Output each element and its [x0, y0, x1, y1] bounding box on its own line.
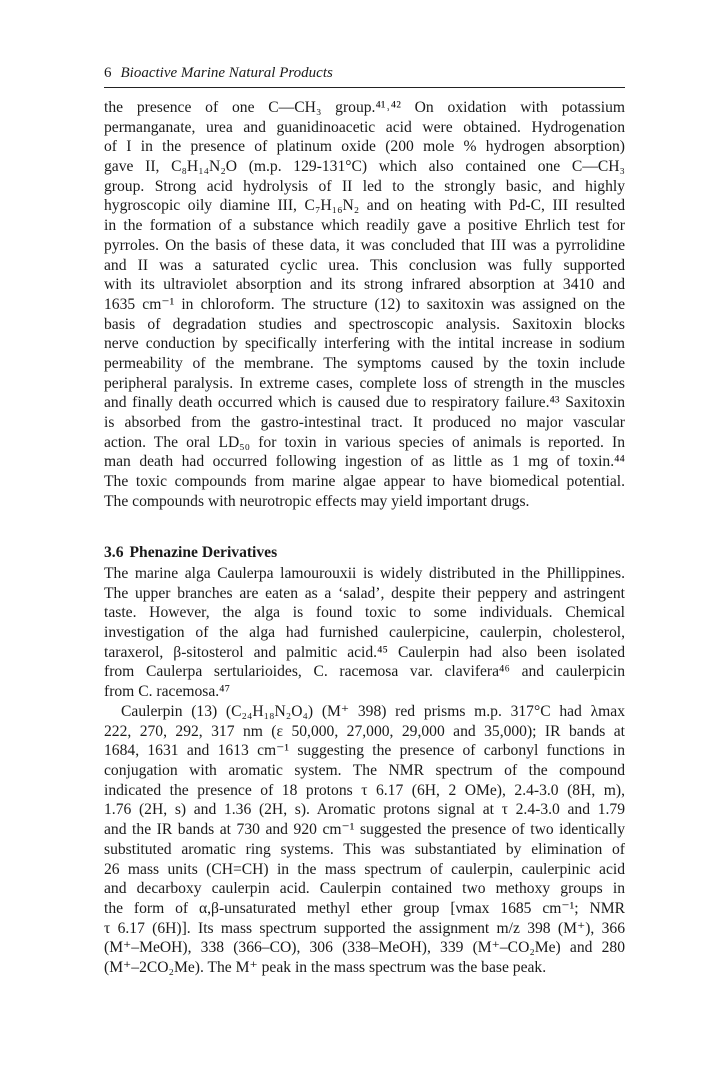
text-line: from Caulerpa sertularioides, C. racemosa var. clavifera⁴⁶ and caulerpicin [104, 663, 625, 681]
text-line: Caulerpin (13) (C₂₄H₁₈N₂O₄) (M⁺ 398) red prisms m.p. 317°C had λmax [121, 703, 625, 720]
text-line: 1.76 (2H, s) and 1.36 (2H, s). Aromatic protons signal at τ 2.4-3.0 and 1.79 [104, 801, 625, 819]
section-heading [104, 543, 625, 563]
text-line: and finally death occurred which is caused due to respiratory failure.⁴³ Saxitoxin [104, 394, 625, 412]
text-line: nerve conduction by specifically interfering with the intital increase in sodium [104, 335, 625, 353]
text-line: peripheral paralysis. In extreme cases, complete loss of strength in the muscles [104, 374, 625, 392]
text-line: and decarboxy caulerpin acid. Caulerpin contained two methoxy groups in [104, 880, 625, 898]
paragraph-saxitoxin [104, 98, 625, 511]
running-header [104, 62, 625, 84]
text-line: with its ultraviolet absorption and its strong infrared absorption at 3410 and [104, 276, 625, 294]
text-line: 26 mass units (CH=CH) in the mass spectrum of caulerpin, caulerpinic acid [104, 860, 625, 878]
text-line: taraxerol, β-sitosterol and palmitic acid.⁴⁵ Caulerpin had also been isolated [104, 643, 625, 661]
text-line: The compounds with neurotropic effects may yield important drugs. [104, 492, 530, 510]
text-line: and the IR bands at 730 and 920 cm⁻¹ suggested the presence of two identically [104, 821, 625, 839]
text-line: τ 6.17 (6H)]. Its mass spectrum supported the assignment m/z 398 (M⁺), 366 [104, 919, 625, 937]
text-line: 1684, 1631 and 1613 cm⁻¹ suggesting the presence of carbonyl functions in [104, 742, 625, 760]
text-line: pyrroles. On the basis of these data, it was concluded that III was a pyrrolidine [104, 236, 625, 254]
page-number: 6 [104, 65, 112, 81]
text-line: in the formation of a substance which readily gave a positive Ehrlich test for [104, 217, 625, 235]
text-line: the presence of one C—CH₃ group.⁴¹˒⁴² On oxidation with potassium [104, 99, 625, 116]
text-line: The toxic compounds from marine algae appear to have biomedical potential. [104, 473, 625, 491]
text-line: and II was a saturated cyclic urea. This conclusion was fully supported [104, 256, 625, 274]
text-line: (M⁺–2CO₂Me). The M⁺ peak in the mass spectrum was the base peak. [104, 958, 547, 976]
section-title: Phenazine Derivatives [129, 544, 278, 561]
header-rule [104, 87, 625, 88]
text-line: 222, 270, 292, 317 nm (ε 50,000, 27,000, 29,000 and 35,000); IR bands at [104, 722, 625, 740]
text-line: group. Strong acid hydrolysis of II led to the strongly basic, and highly [104, 177, 625, 195]
text-line: gave II, C₈H₁₄N₂O (m.p. 129-131°C) which also contained one C—CH₃ [104, 158, 625, 176]
text-line: (M⁺–MeOH), 338 (366–CO), 306 (338–MeOH), 339 (M⁺–CO₂Me) and 280 [104, 939, 625, 957]
text-line: taste. However, the alga is found toxic to some individuals. Chemical [104, 604, 625, 622]
running-title: Bioactive Marine Natural Products [120, 65, 333, 81]
paragraph-caulerpin [104, 702, 625, 978]
text-line: man death had occurred following ingestion of as little as 1 mg of toxin.⁴⁴ [104, 453, 625, 471]
text-line: the form of α,β-unsaturated methyl ether group [νmax 1685 cm⁻¹; NMR [104, 899, 625, 917]
text-line: The upper branches are eaten as a ‘salad’, despite their peppery and astringent [104, 584, 625, 602]
text-line: investigation of the alga had furnished caulerpicine, caulerpin, cholesterol, [104, 624, 625, 642]
text-line: action. The oral LD₅₀ for toxin in various species of animals is reported. In [104, 433, 625, 451]
text-line: conjugation with aromatic system. The NMR spectrum of the compound [104, 762, 625, 780]
text-line: hygroscopic oily diamine III, C₇H₁₆N₂ and on heating with Pd-C, III resulted [104, 197, 625, 215]
section-number: 3.6 [104, 544, 124, 561]
text-line: permeability of the membrane. The symptoms caused by the toxin include [104, 354, 625, 372]
text-line: of I in the presence of platinum oxide (200 mole % hydrogen absorption) [104, 138, 625, 156]
text-line: is absorbed from the gastro-intestinal tract. It produced no major vascular [104, 414, 625, 431]
text-line: substituted aromatic ring systems. This was substantiated by elimination of [104, 840, 625, 858]
text-line: The marine alga Caulerpa lamourouxii is widely distributed in the Phillippines. [104, 565, 625, 582]
text-line: basis of degradation studies and spectroscopic analysis. Saxitoxin blocks [104, 315, 625, 333]
text-line: from C. racemosa.⁴⁷ [104, 683, 231, 701]
paragraph-caulerpa [104, 564, 625, 702]
text-line: permanganate, urea and guanidinoacetic acid were obtained. Hydrogenation [104, 118, 625, 136]
text-line: indicated the presence of 18 protons τ 6.17 (6H, 2 OMe), 2.4-3.0 (8H, m), [104, 781, 625, 799]
text-line: 1635 cm⁻¹ in chloroform. The structure (12) to saxitoxin was assigned on the [104, 295, 625, 313]
